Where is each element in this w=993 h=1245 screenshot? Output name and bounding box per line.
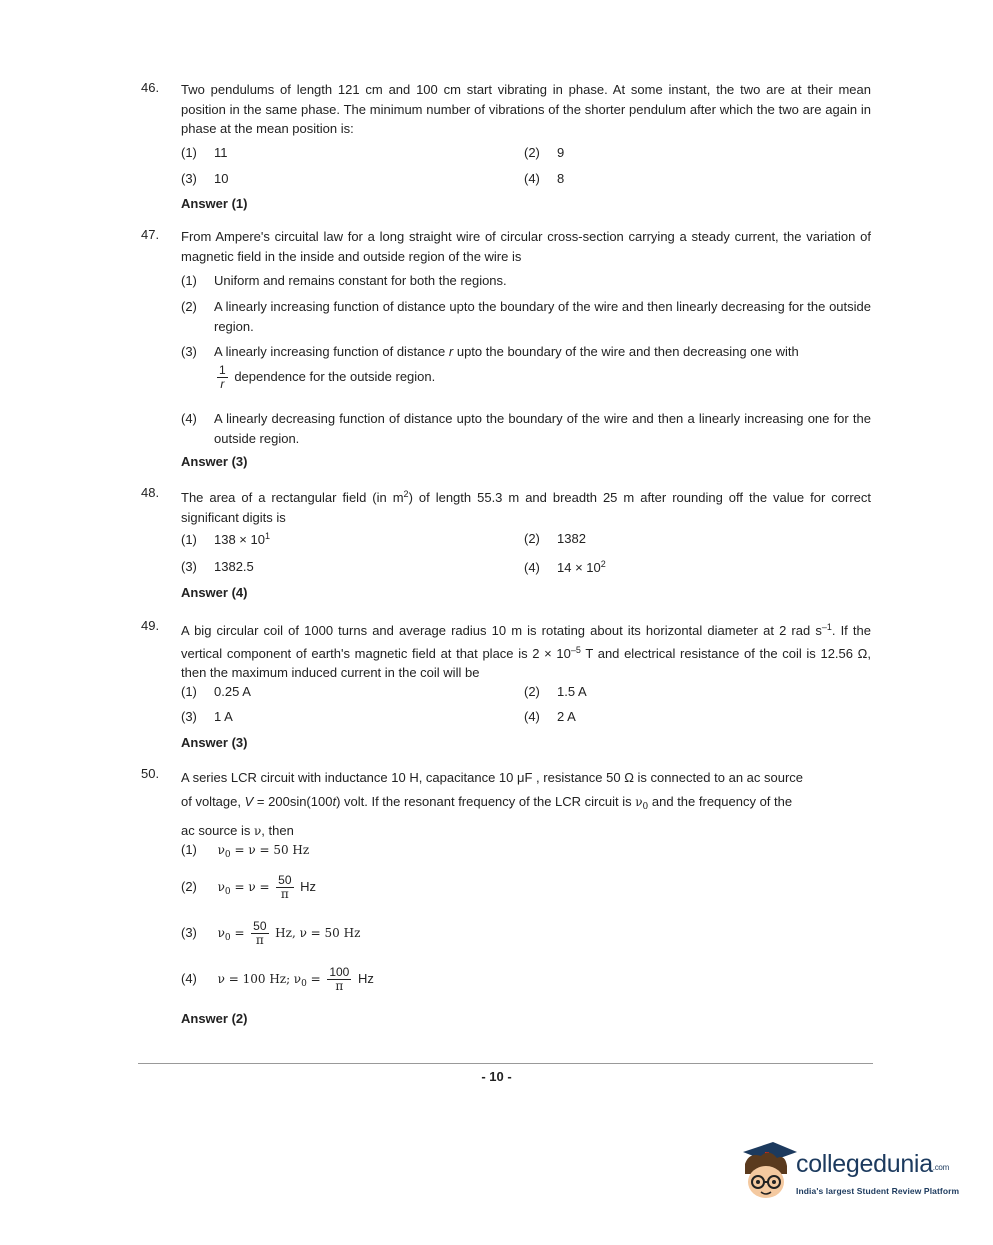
logo-tagline: India's largest Student Review Platform — [796, 1186, 960, 1196]
option-4: (4) 2 A — [524, 709, 576, 724]
question-number: 49. — [141, 618, 160, 633]
question-number: 47. — [141, 227, 160, 242]
question-number: 48. — [141, 485, 160, 500]
option-1: (1) 11 — [181, 145, 228, 160]
fraction: $\frac{100}{\pi}$ — [329, 965, 350, 993]
option-3: (3) A linearly increasing function of distance r upto the boundary of the wire and then decreasing one with $\frac{1}{r}$ dependence for the outside region. — [181, 344, 799, 391]
option-1: (1) $138 \times 10^1$ — [181, 531, 270, 547]
fraction: $\frac{50}{\pi}$ — [253, 919, 267, 947]
logo-name: collegedunia.com — [796, 1150, 949, 1178]
option-2: (2) $\nu_0 = \nu$ = $\frac{50}{\pi}$ Hz — [181, 873, 317, 901]
question-number: 50. — [141, 766, 160, 781]
option-4: (4) 8 — [524, 171, 565, 186]
page-number: - 10 - — [481, 1069, 512, 1084]
answer: Answer (4) — [181, 585, 248, 600]
question-number: 46. — [141, 80, 160, 95]
option-3: (3) $\nu_0$ = $\frac{50}{\pi}$ Hz, ν = 50 Hz — [181, 919, 361, 947]
answer: Answer (2) — [181, 1011, 248, 1026]
fraction: $\frac{1}{r}$ — [219, 362, 226, 391]
option-1: (1) $\nu_0 = \nu = 50$ Hz — [181, 842, 310, 860]
footer-divider — [138, 1063, 873, 1064]
question-text: A series LCR circuit with inductance 10 H, capacitance 10 μF , resistance 50 Ω is connected to an ac source of voltage, V = 200sin(100t) volt. If the resonant frequency of the LCR circuit is $\nu_0$ and the frequency of the ac source is ν, then — [181, 770, 804, 838]
option-4: (4) ν = 100 Hz; $\nu_0$ = $\frac{100}{\pi}$ Hz — [181, 965, 374, 993]
question-text: The area of a rectangular field (in $m^2$) of length 55.3 m and breadth 25 m after rounding off the value for correct significant digits is — [181, 489, 871, 525]
option-1: (1) Uniform and remains constant for both the regions. — [181, 273, 507, 288]
answer: Answer (1) — [181, 196, 248, 211]
question-text: Two pendulums of length 121 cm and 100 cm start vibrating in phase. At some instant, the two are at their mean position in the same phase. The minimum number of vibrations of the shorter pendulum after which the two are again in phase at the mean position is: — [181, 82, 871, 136]
option-2: (2) 9 — [524, 145, 565, 160]
option-4: (4) $14 \times 10^2$ — [524, 559, 606, 575]
option-3: (3) 10 — [181, 171, 229, 186]
option-4: (4) A linearly decreasing function of distance upto the boundary of the wire and then a linearly increasing one for the outside region. — [181, 411, 871, 446]
fraction: $\frac{50}{\pi}$ — [278, 873, 292, 901]
question-text: A big circular coil of 1000 turns and average radius 10 m is rotating about its horizontal diameter at 2 rad $s^{-1}$. If the vertical component of earth's magnetic field at that place is $2 \times 10^{-5}$ T and electrical resistance of the coil is 12.56 Ω, then the maximum induced current in the coil will be — [181, 622, 871, 680]
option-2: (2) 1.5 A — [524, 684, 587, 699]
answer: Answer (3) — [181, 735, 248, 750]
option-2: (2) 1382 — [524, 531, 586, 546]
option-2: (2) A linearly increasing function of distance upto the boundary of the wire and then linearly decreasing for the outside region. — [181, 299, 871, 334]
option-3: (3) 1382.5 — [181, 559, 254, 574]
question-text: From Ampere's circuital law for a long straight wire of circular cross-section carrying a steady current, the variation of magnetic field in the inside and outside region of the wire is — [181, 229, 871, 264]
option-1: (1) 0.25 A — [181, 684, 251, 699]
option-3: (3) 1 A — [181, 709, 233, 724]
answer: Answer (3) — [181, 454, 248, 469]
